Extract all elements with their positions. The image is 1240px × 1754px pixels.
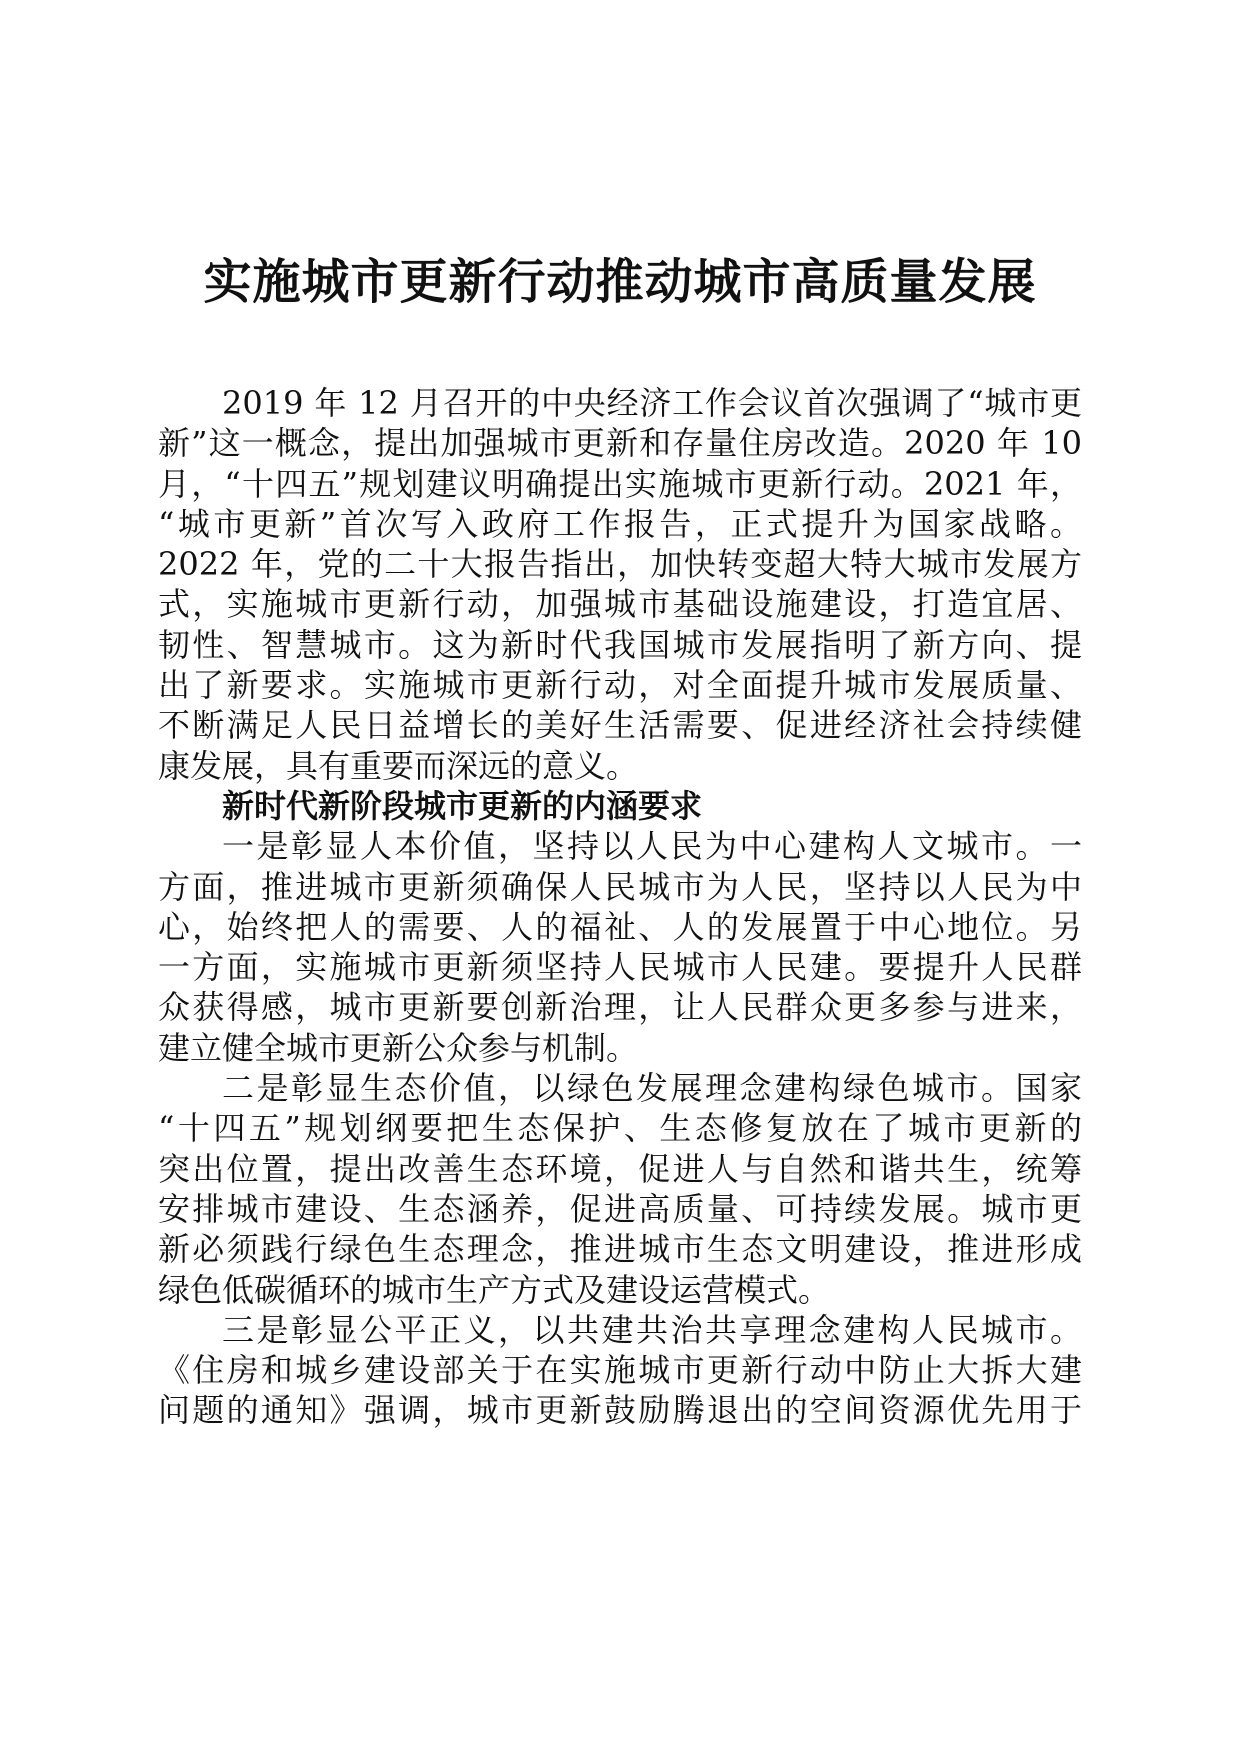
text-line: 式，实施城市更新行动，加强城市基础设施建设，打造宜居、	[158, 585, 1082, 624]
text-line: 二是彰显生态价值，以绿色发展理念建构绿色城市。国家	[222, 1069, 1082, 1108]
text-line: 方面，推进城市更新须确保人民城市为人民，坚持以人民为中	[158, 867, 1082, 906]
text-line: 建立健全城市更新公众参与机制。	[158, 1028, 639, 1067]
text-line: 突出位置，提出改善生态环境，促进人与自然和谐共生，统筹	[158, 1149, 1082, 1188]
paragraph-ecology-value	[158, 1068, 1082, 1310]
section-heading: 新时代新阶段城市更新的内涵要求	[222, 786, 703, 825]
text-line: 一方面，实施城市更新须坚持人民城市人民建。要提升人民群	[158, 948, 1082, 987]
text-line: 月，“十四五”规划建议明确提出实施城市更新行动。2021 年，	[158, 464, 1082, 503]
text-line: 2022 年，党的二十大报告指出，加快转变超大特大城市发展方	[158, 545, 1082, 584]
paragraph-people-value	[158, 826, 1082, 1068]
text-line: 问题的通知》强调，城市更新鼓励腾退出的空间资源优先用于	[158, 1391, 1082, 1430]
text-line: 新”这一概念，提出加强城市更新和存量住房改造。2020 年 10	[158, 424, 1082, 463]
text-line: 众获得感，城市更新要创新治理，让人民群众更多参与进来，	[158, 988, 1082, 1027]
text-line: 出了新要求。实施城市更新行动，对全面提升城市发展质量、	[158, 666, 1082, 705]
text-line: “十四五”规划纲要把生态保护、生态修复放在了城市更新的	[158, 1109, 1082, 1148]
text-line: 不断满足人民日益增长的美好生活需要、促进经济社会持续健	[158, 706, 1082, 745]
text-line: 《住房和城乡建设部关于在实施城市更新行动中防止大拆大建	[158, 1351, 1082, 1390]
paragraph-fairness-value	[158, 1310, 1082, 1431]
text-line: 康发展，具有重要而深远的意义。	[158, 746, 639, 785]
paragraph-intro	[158, 383, 1082, 786]
text-line: 绿色低碳循环的城市生产方式及建设运营模式。	[158, 1270, 831, 1309]
document-body	[158, 383, 1082, 1431]
text-line: “城市更新”首次写入政府工作报告，正式提升为国家战略。	[158, 504, 1082, 543]
text-line: 三是彰显公平正义，以共建共治共享理念建构人民城市。	[222, 1310, 1082, 1349]
text-line: 2019 年 12 月召开的中央经济工作会议首次强调了“城市更	[222, 384, 1082, 422]
text-line: 韧性、智慧城市。这为新时代我国城市发展指明了新方向、提	[158, 625, 1082, 664]
text-line: 安排城市建设、生态涵养，促进高质量、可持续发展。城市更	[158, 1189, 1082, 1228]
text-line: 心，始终把人的需要、人的福祉、人的发展置于中心地位。另	[158, 907, 1082, 946]
text-line: 一是彰显人本价值，坚持以人民为中心建构人文城市。一	[222, 827, 1082, 866]
text-line: 新必须践行绿色生态理念，推进城市生态文明建设，推进形成	[158, 1230, 1082, 1269]
document-title: 实施城市更新行动推动城市高质量发展	[203, 254, 1037, 310]
